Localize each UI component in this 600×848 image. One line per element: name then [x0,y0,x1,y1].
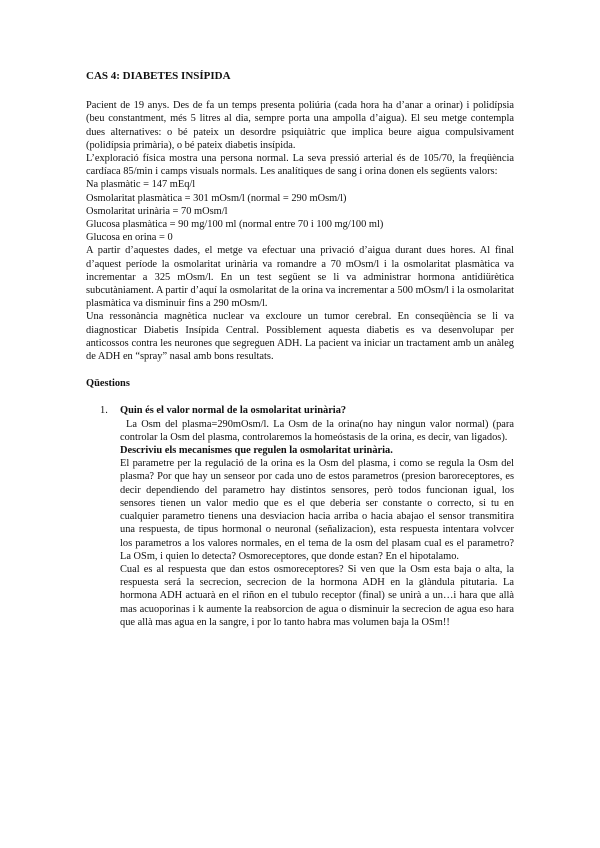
question-number: 1. [100,405,108,417]
intro-paragraph-1: Pacient de 19 anys. Des de fa un temps presenta poliúria (cada hora ha d’anar a orinar) i polidípsia (beu constantment, més 5 litres al dia, sempre porta una ampolla d’aigua). El seu metge contempla dues alternatives: o bé pateix un desordre psiquiàtric que implica beure aigua compulsivament (polidípsia primària), o bé pateix diabetis insípida. [86,100,514,151]
lab-result-line: Na plasmàtic = 147 mEq/l [86,179,196,191]
case-title: CAS 4: DIABETES INSÍPIDA [86,70,231,82]
answer-paragraph-2: El parametre per la regulació de la orina es la Osm del plasma, i como se regula la Osm del plasma? Por que hay un senseor por cada uno de estos parametros (presion baroreceptores, es decir dependiendo del parametro hay distintos sensores, però todos funcionan igual, los sensores tienen un valor medio que es el que deberia ser constante o correcto, si tu en cualquier parametro tienens una desviacion hacia arriba o hacia abajao el sensor transmitira una respuesta, de tipus hormonal o neuronal (señalizacion), esta respuesta intentara volvcer los parametros a los valores normales, en el tema de la osm del plasam cual es el parametro? La OSm, i quien lo detecta? Osmoreceptores, que donde estan? En el hipotalamo. [120,458,514,562]
lab-result-line: Osmolaritat urinària = 70 mOsm/l [86,205,228,217]
document-body [86,70,514,629]
question-title: Quin és el valor normal de la osmolaritat urinària? [120,405,347,417]
answer-paragraph-1: La Osm del plasma=290mOsm/l. La Osm de la orina(no hay ningun valor normal) (para controlar la Osm del plasma, controlaremos la homeóstasis de la orina, es decir, van ligados). [120,418,514,443]
question-item [86,404,514,628]
followup-paragraph-1: A partir d’aquestes dades, el metge va efectuar una privació d’aigua durant dues hores. Al final d’aquest període la osmolaritat urinària va romandre a 70 mOsm/l i la osmolaritat plasmàtica va incrementar a 325 mOsm/l. En un test següent se li va administrar hormona antidiürètica subcutàniament. A partir d’aquí la osmolaritat de la orina va incrementar a 500 mOsm/l i la osmolaritat plasmàtica va disminuir fins a 290 mOsm/l. [86,245,514,310]
intro-paragraph-2: L’exploració física mostra una persona normal. La seva pressió arterial és de 105/70, la freqüència cardíaca 85/min i camps visuals normals. Les analítiques de sang i orina donen els següents valors: [86,153,514,178]
followup-paragraph-2: Una ressonància magnètica nuclear va excloure un tumor cerebral. En conseqüència se li va diagnosticar Diabetis Insípida Central. Possiblement aquesta diabetis es va desenvolupar per anticossos contra les neurones que segreguen ADH. La pacient va iniciar un tractament amb un anàleg de ADH en “spray” nasal amb bons resultats. [86,311,514,363]
lab-result-line: Osmolaritat plasmàtica = 301 mOsm/l (normal = 290 mOsm/l) [86,192,347,204]
lab-result-line: Glucosa en orina = 0 [86,232,173,244]
question-subtitle: Descriviu els mecanismes que regulen la osmolaritat urinària. [120,445,393,457]
answer-paragraph-3: Cual es al respuesta que dan estos osmoreceptores? Si ven que la Osm esta baja o alta, la respuesta será la secrecion, secrecion de la hormona ADH en la glàndula pitutaria. La hormona ADH actuarà en el riñon en el tubulo receptor (final) se unirà a un…i hara que allà mas acuoporinas i k aumente la reabsorcion de agua o disminuir la secrecion de agua eso hara que allà mas agua en la sangre, i por lo tanto habra mas volumen baja la OSm!! [120,563,514,628]
lab-results [86,178,514,244]
questions-heading: Qüestions [86,378,130,390]
lab-result-line: Glucosa plasmàtica = 90 mg/100 ml (normal entre 70 i 100 mg/100 ml) [86,219,384,231]
